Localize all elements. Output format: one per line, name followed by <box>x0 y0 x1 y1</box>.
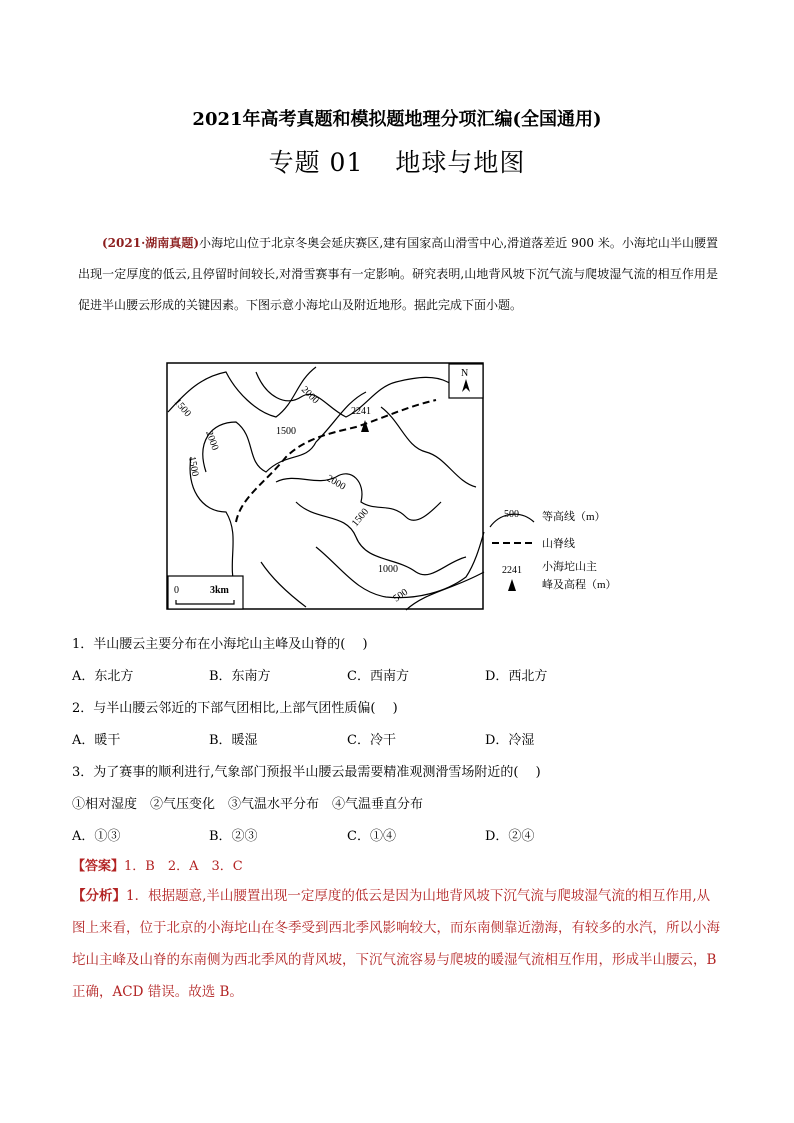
scale-zero: 0 <box>174 585 179 596</box>
topographic-map <box>166 362 646 612</box>
map-legend <box>490 509 617 591</box>
scale-value: 3km <box>210 585 229 596</box>
question-1-option-d: D．西北方 <box>485 669 548 684</box>
north-label: N <box>461 368 469 379</box>
question-3-option-c: C．①④ <box>347 829 396 844</box>
contour-label: 2000 <box>298 384 321 407</box>
north-arrow-box <box>449 364 483 398</box>
contour-label: 1500 <box>349 506 372 529</box>
question-1-stem: 1．半山腰云主要分布在小海坨山主峰及山脊的( ) <box>72 637 368 652</box>
subtitle-topic-number: 专题 01 <box>268 148 364 177</box>
contour-label: 1500 <box>276 426 296 437</box>
scale-bar-box <box>168 576 243 609</box>
contour-label: 2000 <box>203 429 221 452</box>
legend-contour-sample: 500 <box>504 509 519 520</box>
legend-peak-label-2: 峰及高程（m） <box>542 579 617 591</box>
question-2-stem: 2．与半山腰云邻近的下部气团相比,上部气团性质偏( ) <box>72 701 398 716</box>
question-3-option-a: A．①③ <box>72 829 121 844</box>
question-3-option-d: D．②④ <box>485 829 535 844</box>
analysis-tag: 【分析】 <box>72 888 126 904</box>
intro-source: (2021·湖南真题) <box>102 236 200 250</box>
intro-paragraph <box>78 228 718 321</box>
question-3-choices: ①相对湿度 ②气压变化 ③气温水平分布 ④气温垂直分布 <box>72 797 424 812</box>
legend-peak-label-1: 小海坨山主 <box>542 561 597 573</box>
question-3-stem: 3．为了赛事的顺利进行,气象部门预报半山腰云最需要精准观测滑雪场附近的( ) <box>72 765 541 780</box>
answer-block <box>72 855 243 874</box>
question-1-option-b: B．东南方 <box>209 669 271 684</box>
question-2-option-d: D．冷湿 <box>485 733 535 748</box>
contour-label: 1000 <box>378 564 398 575</box>
peak-elevation-label: 2241 <box>351 406 371 417</box>
subtitle-topic-name: 地球与地图 <box>395 148 526 177</box>
question-1-option-a: A．东北方 <box>72 669 134 684</box>
contour-label: 500 <box>391 586 411 605</box>
question-1-option-c: C．西南方 <box>347 669 409 684</box>
answer-text: 1．B 2．A 3．C <box>124 859 243 874</box>
question-2-option-a: A．暖干 <box>72 733 121 748</box>
intro-text: 小海坨山位于北京冬奥会延庆赛区,建有国家高山滑雪中心,滑道落差近 900 米。小海坨山半山腰置出现一定厚度的低云,且停留时间较长,对滑雪赛事有一定影响。研究表明,山地背风坡下沉气流与爬坡湿气流的相互作用是促进半山腰云形成的关键因素。下图示意小海坨山及附近地形。据此完成下面小题。 <box>78 236 718 312</box>
legend-peak-sample: 2241 <box>502 565 522 576</box>
legend-contour-label: 等高线（m） <box>542 511 606 523</box>
question-3-option-b: B．②③ <box>209 829 258 844</box>
contour-label: 1500 <box>171 396 193 420</box>
question-2-option-c: C．冷干 <box>347 733 396 748</box>
contour-label: 2000 <box>324 473 348 493</box>
question-2-option-b: B．暖湿 <box>209 733 258 748</box>
document-subtitle <box>0 143 794 179</box>
analysis-block <box>72 880 722 1008</box>
legend-ridge-label: 山脊线 <box>542 538 575 550</box>
document-title: 2021年高考真题和模拟题地理分项汇编(全国通用) <box>192 109 602 130</box>
answer-tag: 【答案】 <box>72 859 125 874</box>
legend-peak-icon <box>508 579 516 591</box>
contour-label: 1500 <box>186 455 201 478</box>
analysis-text: 1．根据题意,半山腰置出现一定厚度的低云是因为山地背风坡下沉气流与爬坡湿气流的相互作用,从图上来看，位于北京的小海坨山在冬季受到西北季风影响较大，而东南侧靠近渤海，有较多的水汽，所以小海坨山主峰及山脊的东南侧为西北季风的背风坡，下沉气流容易与爬坡的暖湿气流相互作用，形成半山腰云，B 正确，ACD 错误。故选 B。 <box>72 888 720 1000</box>
